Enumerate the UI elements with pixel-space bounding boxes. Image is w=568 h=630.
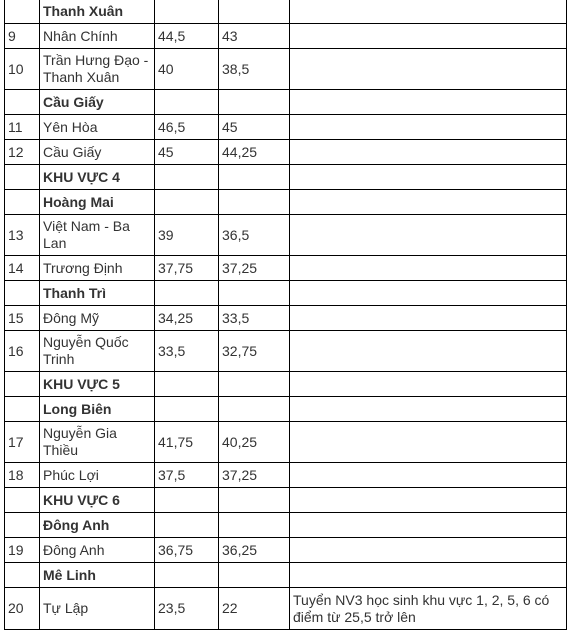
admission-scores-table bbox=[4, 0, 567, 630]
table-row bbox=[5, 331, 567, 372]
stt-cell: 16 bbox=[5, 331, 40, 372]
stt-cell bbox=[5, 0, 40, 24]
school-name-cell: Trương Định bbox=[40, 256, 155, 281]
note-cell bbox=[290, 563, 567, 588]
stt-cell bbox=[5, 165, 40, 190]
stt-cell: 11 bbox=[5, 115, 40, 140]
stt-cell: 12 bbox=[5, 140, 40, 165]
note-cell bbox=[290, 306, 567, 331]
score2-cell bbox=[219, 372, 290, 397]
stt-cell bbox=[5, 563, 40, 588]
school-name-cell: Đông Anh bbox=[40, 538, 155, 563]
school-name-cell: Nhân Chính bbox=[40, 24, 155, 49]
score2-cell bbox=[219, 90, 290, 115]
stt-cell: 9 bbox=[5, 24, 40, 49]
score1-cell bbox=[155, 488, 219, 513]
stt-cell bbox=[5, 281, 40, 306]
note-cell bbox=[290, 24, 567, 49]
table-row bbox=[5, 588, 567, 630]
score2-cell: 43 bbox=[219, 24, 290, 49]
score2-cell: 40,25 bbox=[219, 422, 290, 463]
table-row bbox=[5, 24, 567, 49]
group-label: Thanh Trì bbox=[40, 281, 155, 306]
group-row bbox=[5, 90, 567, 115]
score2-cell bbox=[219, 165, 290, 190]
school-name-cell: Việt Nam - Ba Lan bbox=[40, 215, 155, 256]
table-row bbox=[5, 140, 567, 165]
score2-cell bbox=[219, 190, 290, 215]
table-row bbox=[5, 306, 567, 331]
score2-cell: 38,5 bbox=[219, 49, 290, 90]
score1-cell: 46,5 bbox=[155, 115, 219, 140]
score1-cell: 33,5 bbox=[155, 331, 219, 372]
school-name-cell: Đông Mỹ bbox=[40, 306, 155, 331]
note-cell bbox=[290, 331, 567, 372]
school-name-cell: Nguyễn Gia Thiều bbox=[40, 422, 155, 463]
group-label: Long Biên bbox=[40, 397, 155, 422]
score1-cell: 44,5 bbox=[155, 24, 219, 49]
score2-cell bbox=[219, 488, 290, 513]
stt-cell: 10 bbox=[5, 49, 40, 90]
score1-cell bbox=[155, 513, 219, 538]
group-label: Cầu Giấy bbox=[40, 90, 155, 115]
table-row bbox=[5, 538, 567, 563]
score1-cell: 34,25 bbox=[155, 306, 219, 331]
stt-cell bbox=[5, 397, 40, 422]
table-row bbox=[5, 463, 567, 488]
score1-cell bbox=[155, 190, 219, 215]
group-row bbox=[5, 513, 567, 538]
group-row bbox=[5, 281, 567, 306]
stt-cell: 17 bbox=[5, 422, 40, 463]
stt-cell: 20 bbox=[5, 588, 40, 630]
group-label: Đông Anh bbox=[40, 513, 155, 538]
score2-cell: 37,25 bbox=[219, 256, 290, 281]
school-name-cell: Yên Hòa bbox=[40, 115, 155, 140]
score1-cell: 40 bbox=[155, 49, 219, 90]
note-cell bbox=[290, 397, 567, 422]
score2-cell: 37,25 bbox=[219, 463, 290, 488]
note-cell bbox=[290, 215, 567, 256]
group-row bbox=[5, 165, 567, 190]
school-name-cell: Trần Hưng Đạo - Thanh Xuân bbox=[40, 49, 155, 90]
group-label: KHU VỰC 5 bbox=[40, 372, 155, 397]
stt-cell bbox=[5, 372, 40, 397]
score2-cell: 32,75 bbox=[219, 331, 290, 372]
note-cell bbox=[290, 49, 567, 90]
note-cell bbox=[290, 463, 567, 488]
stt-cell bbox=[5, 90, 40, 115]
score1-cell: 41,75 bbox=[155, 422, 219, 463]
score1-cell bbox=[155, 281, 219, 306]
group-label: Thanh Xuân bbox=[40, 0, 155, 24]
school-name-cell: Phúc Lợi bbox=[40, 463, 155, 488]
score1-cell bbox=[155, 372, 219, 397]
table-row bbox=[5, 256, 567, 281]
note-cell: Tuyển NV3 học sinh khu vực 1, 2, 5, 6 có điểm từ 25,5 trở lên bbox=[290, 588, 567, 630]
group-row bbox=[5, 372, 567, 397]
note-cell bbox=[290, 372, 567, 397]
score1-cell bbox=[155, 165, 219, 190]
group-row bbox=[5, 190, 567, 215]
group-row bbox=[5, 563, 567, 588]
score2-cell: 33,5 bbox=[219, 306, 290, 331]
note-cell bbox=[290, 256, 567, 281]
score1-cell bbox=[155, 0, 219, 24]
table-row bbox=[5, 115, 567, 140]
score1-cell: 39 bbox=[155, 215, 219, 256]
score1-cell: 36,75 bbox=[155, 538, 219, 563]
score2-cell bbox=[219, 397, 290, 422]
score2-cell: 44,25 bbox=[219, 140, 290, 165]
score2-cell: 22 bbox=[219, 588, 290, 630]
score1-cell bbox=[155, 397, 219, 422]
note-cell bbox=[290, 422, 567, 463]
score1-cell: 45 bbox=[155, 140, 219, 165]
group-row bbox=[5, 488, 567, 513]
score2-cell bbox=[219, 563, 290, 588]
table-row bbox=[5, 422, 567, 463]
stt-cell bbox=[5, 488, 40, 513]
note-cell bbox=[290, 513, 567, 538]
stt-cell: 13 bbox=[5, 215, 40, 256]
school-name-cell: Nguyễn Quốc Trinh bbox=[40, 331, 155, 372]
score2-cell bbox=[219, 281, 290, 306]
stt-cell: 19 bbox=[5, 538, 40, 563]
table-row bbox=[5, 49, 567, 90]
stt-cell: 15 bbox=[5, 306, 40, 331]
stt-cell: 14 bbox=[5, 256, 40, 281]
group-row bbox=[5, 0, 567, 24]
group-label: Mê Linh bbox=[40, 563, 155, 588]
note-cell bbox=[290, 90, 567, 115]
note-cell bbox=[290, 538, 567, 563]
score2-cell: 36,5 bbox=[219, 215, 290, 256]
stt-cell bbox=[5, 190, 40, 215]
score1-cell: 37,5 bbox=[155, 463, 219, 488]
stt-cell: 18 bbox=[5, 463, 40, 488]
note-cell bbox=[290, 115, 567, 140]
note-cell bbox=[290, 0, 567, 24]
table-row bbox=[5, 215, 567, 256]
note-cell bbox=[290, 140, 567, 165]
score2-cell: 36,25 bbox=[219, 538, 290, 563]
score1-cell bbox=[155, 563, 219, 588]
note-cell bbox=[290, 281, 567, 306]
stt-cell bbox=[5, 513, 40, 538]
group-label: Hoàng Mai bbox=[40, 190, 155, 215]
score2-cell bbox=[219, 0, 290, 24]
note-cell bbox=[290, 165, 567, 190]
group-row bbox=[5, 397, 567, 422]
school-name-cell: Cầu Giấy bbox=[40, 140, 155, 165]
score2-cell: 45 bbox=[219, 115, 290, 140]
group-label: KHU VỰC 6 bbox=[40, 488, 155, 513]
note-cell bbox=[290, 190, 567, 215]
note-cell bbox=[290, 488, 567, 513]
score1-cell: 37,75 bbox=[155, 256, 219, 281]
score1-cell bbox=[155, 90, 219, 115]
score1-cell: 23,5 bbox=[155, 588, 219, 630]
score2-cell bbox=[219, 513, 290, 538]
group-label: KHU VỰC 4 bbox=[40, 165, 155, 190]
school-name-cell: Tự Lập bbox=[40, 588, 155, 630]
